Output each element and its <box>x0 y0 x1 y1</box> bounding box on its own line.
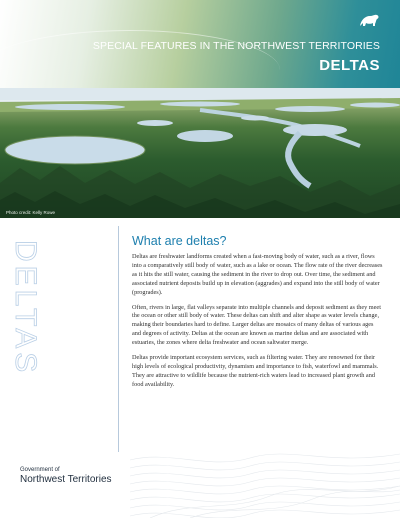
gov-line-2: Northwest Territories <box>20 474 112 485</box>
column-divider <box>118 226 119 452</box>
article-body <box>132 234 384 396</box>
header-banner <box>0 0 400 88</box>
delta-landscape-photo <box>0 88 400 218</box>
page-title: DELTAS <box>319 57 380 74</box>
series-kicker: SPECIAL FEATURES IN THE NORTHWEST TERRITORIES <box>92 40 380 52</box>
gov-line-1: Government of <box>20 467 60 473</box>
government-wordmark <box>20 467 112 486</box>
paragraph-2: Often, rivers in large, flat valleys separate into multiple channels and deposit sediment as they meet the ocean or other still body of water. These deltas can shift and alter shape as water levels change, making their boundaries hard to define. Larger deltas are mosaics of many deltas of various ages and degrees of activity. Deltas at the ocean are known as marine deltas and are associated with estuaries, the zones where delta freshwater and ocean saltwater merge. <box>132 303 381 347</box>
vertical-word-text: DELTAS <box>9 240 42 377</box>
photo-credit: Photo credit: Kelly Rowe <box>6 210 56 215</box>
delta-landscape-illustration <box>0 88 400 218</box>
header-wave-decoration <box>0 30 280 88</box>
section-heading: What are deltas? <box>132 234 227 248</box>
polar-bear-icon <box>358 12 380 28</box>
wave-line-pattern <box>130 440 400 518</box>
vertical-section-word <box>8 240 42 400</box>
paragraph-3: Deltas provide important ecosystem services, such as filtering water. They are renowned for their high levels of ecological productivity, dynamism and importance to fish, waterfowl and mammals. They are attractive to wildlife because the nutrient-rich waters lead to increased plant growth and food availability. <box>132 354 379 388</box>
paragraph-1: Deltas are freshwater landforms created when a fast-moving body of water, such as a river, flows into a comparatively still body of water, such as a lake or ocean. The flow rate of the river decreases as it hits the still water, causing the sediment in the river to drop out. Over time, the sediment and associated nutrient deposits build up in elevation (aggrades) and expand into the still body of water (progrades). <box>132 253 383 296</box>
